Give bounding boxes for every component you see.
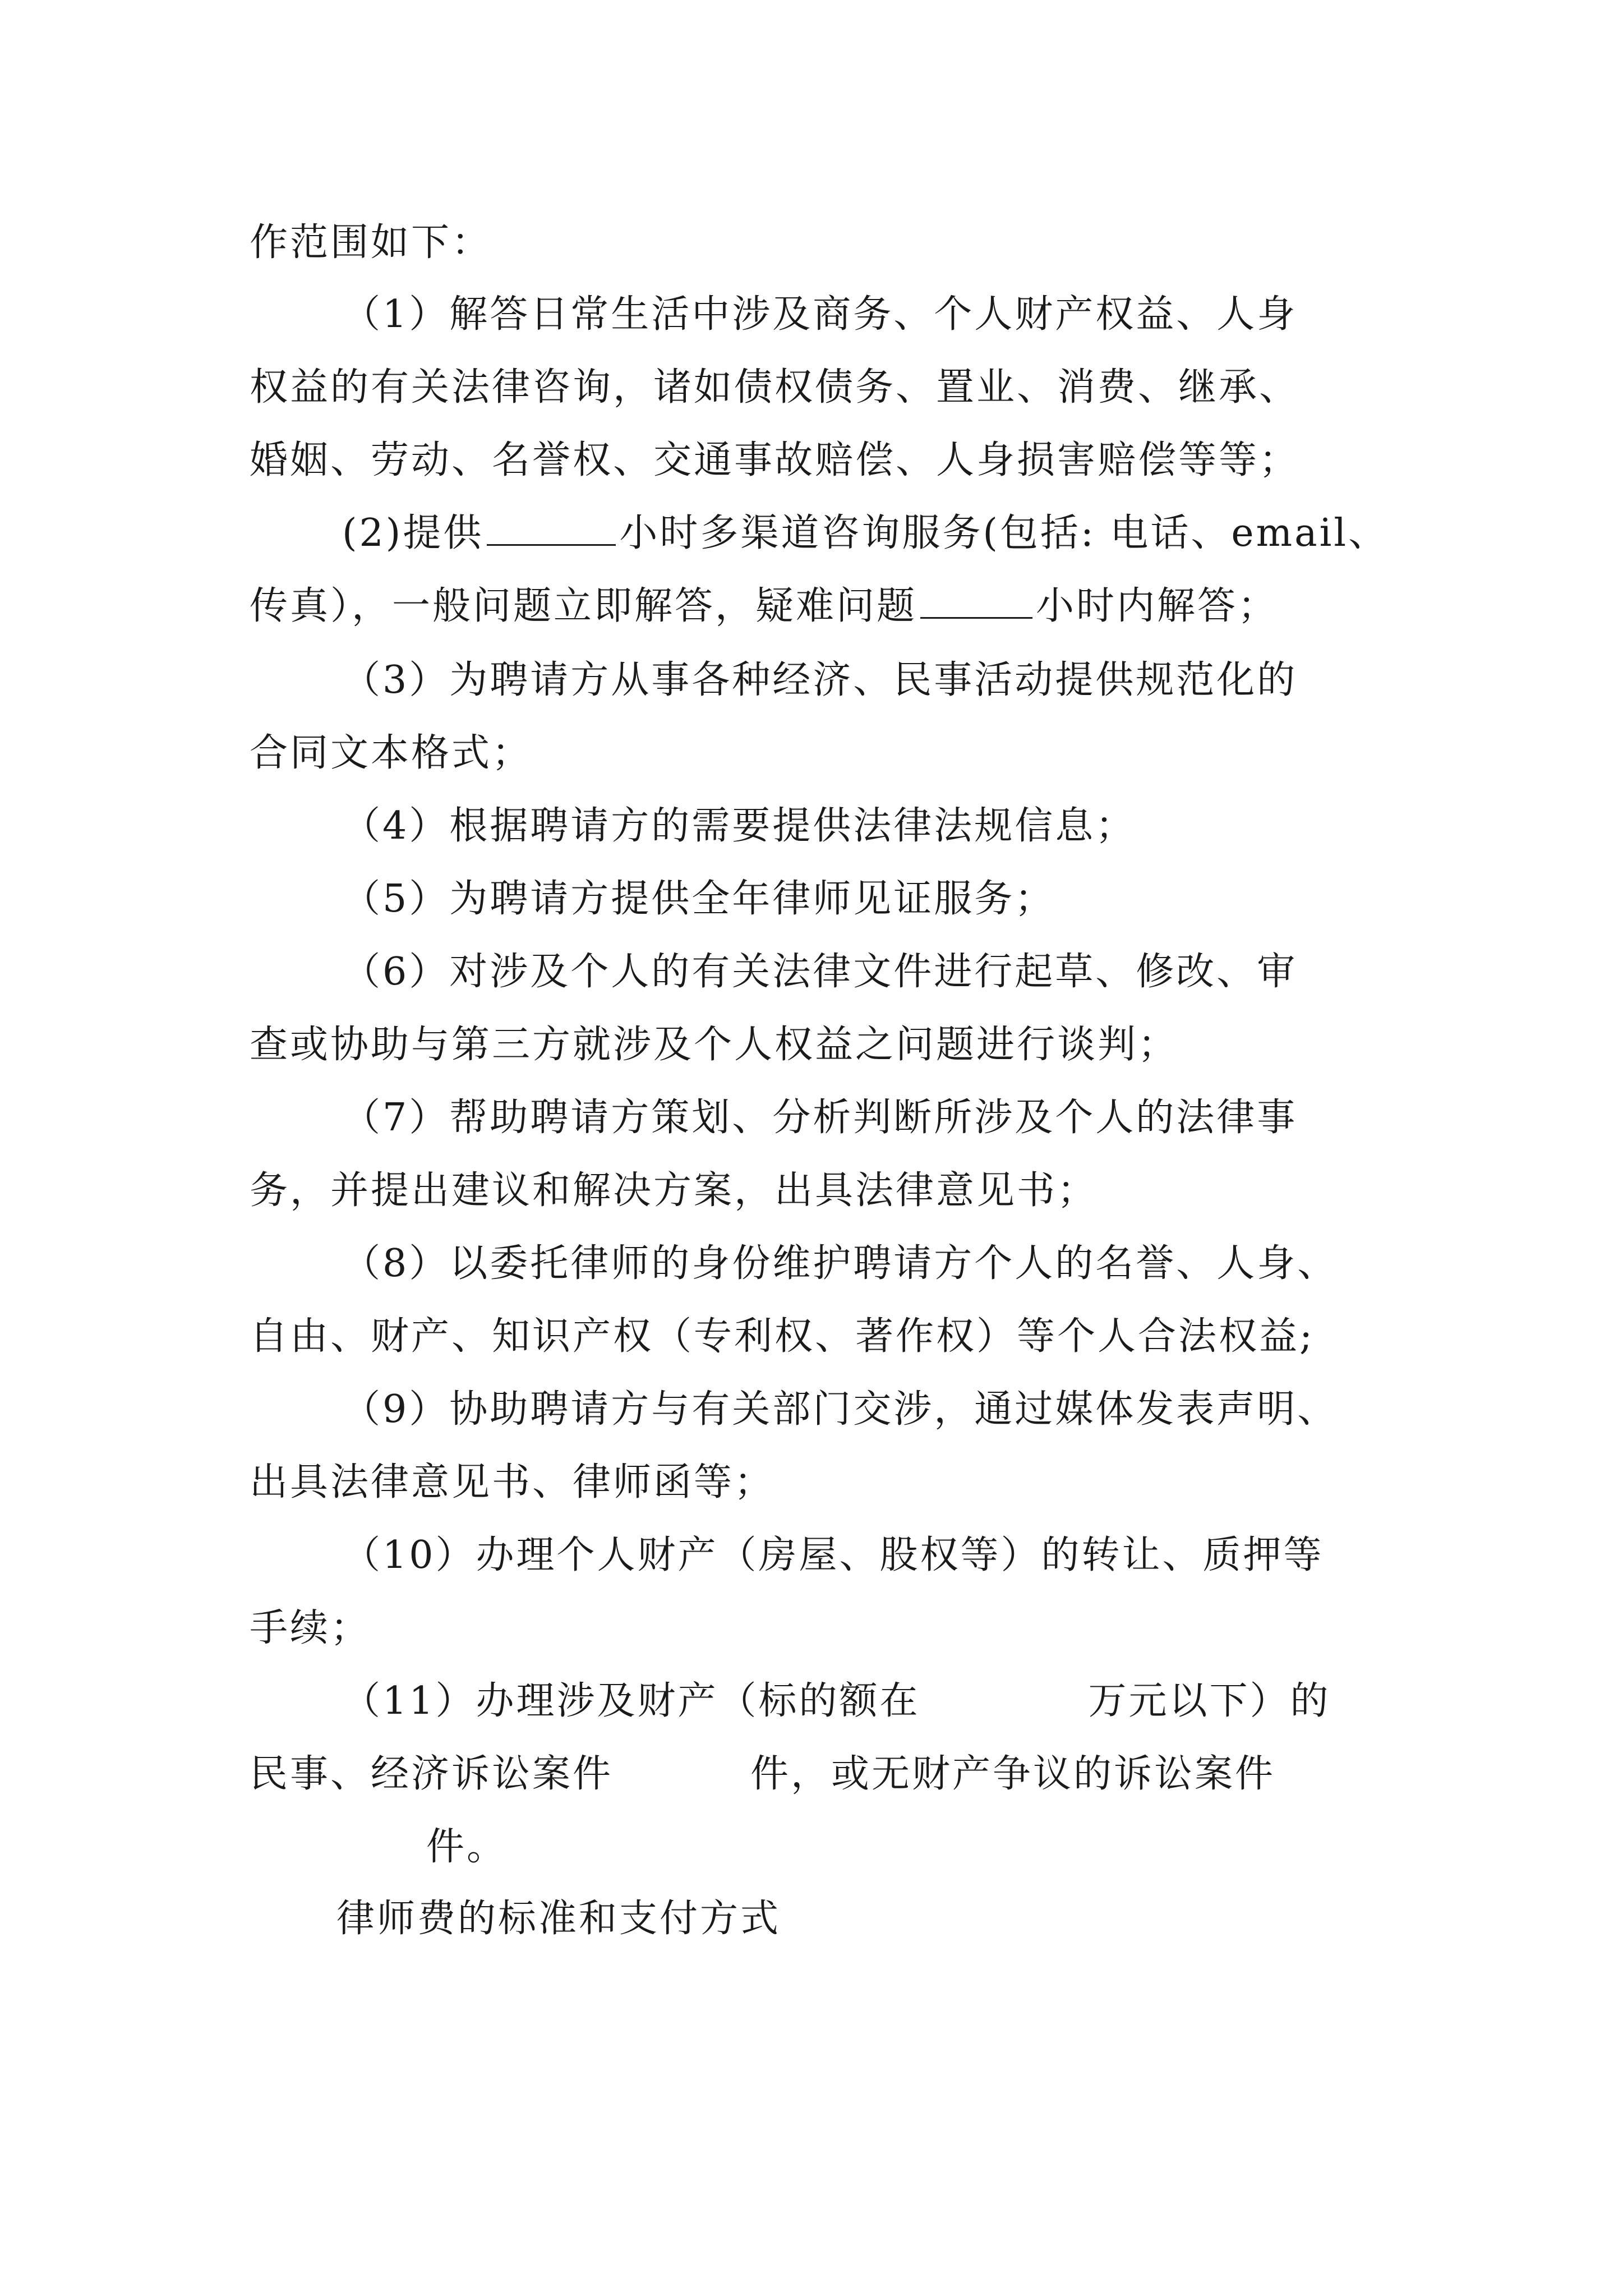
- item2-end: 小时内解答；: [1036, 584, 1279, 628]
- text-line: （7）帮助聘请方策划、分析判断所涉及个人的法律事: [342, 1096, 1298, 1140]
- text-line: 件。: [426, 1825, 508, 1869]
- text-line: [250, 1751, 1275, 1797]
- text-line: 作范围如下：: [250, 220, 492, 265]
- text-line: [250, 583, 1278, 629]
- text-line: （3）为聘请方从事各种经济、民事活动提供规范化的: [342, 658, 1298, 702]
- text-line: 务，并提出建议和解决方案，出具法律意见书；: [250, 1168, 1098, 1213]
- text-line: 手续；: [250, 1606, 371, 1650]
- text-line: 权益的有关法律咨询，诸如债权债务、置业、消费、继承、: [250, 365, 1300, 409]
- hours-blank: [920, 586, 1032, 619]
- item2-cont: 传真），一般问题立即解答，疑难问题: [250, 584, 917, 628]
- text-line: （10）办理个人财产（房屋、股权等）的转让、质押等: [342, 1533, 1324, 1577]
- item2-prefix: (2)提供: [342, 511, 484, 555]
- text-line: （1）解答日常生活中涉及商务、个人财产权益、人身: [342, 292, 1298, 337]
- item2-middle: 小时多渠道咨询服务(包括: 电话、email、: [619, 511, 1389, 555]
- text-line: （6）对涉及个人的有关法律文件进行起草、修改、审: [342, 950, 1298, 994]
- item11-prefix: （11）办理涉及财产（标的额在: [342, 1679, 920, 1723]
- text-line: （5）为聘请方提供全年律师见证服务；: [342, 877, 1055, 921]
- item11-end: 件，或无财产争议的诉讼案件: [750, 1752, 1276, 1796]
- text-line: 婚姻、劳动、名誉权、交通事故赔偿、人身损害赔偿等等；: [250, 438, 1300, 482]
- hours-blank: [487, 513, 616, 546]
- text-line: （8）以委托律师的身份维护聘请方个人的名誉、人身、: [342, 1241, 1338, 1286]
- text-line: 出具法律意见书、律师函等；: [250, 1460, 775, 1504]
- text-line: 查或协助与第三方就涉及个人权益之问题进行谈判；: [250, 1023, 1179, 1067]
- text-line: （4）根据聘请方的需要提供法律法规信息；: [342, 804, 1136, 848]
- section-heading: 律师费的标准和支付方式: [336, 1897, 781, 1941]
- text-line: [342, 1678, 1331, 1724]
- text-line: [342, 510, 1389, 556]
- text-line: 自由、财产、知识产权（专利权、著作权）等个人合法权益;: [250, 1314, 1315, 1359]
- item11-middle: 万元以下）的: [1088, 1679, 1331, 1723]
- item11-cont: 民事、经济诉讼案件: [250, 1752, 614, 1796]
- text-line: 合同文本格式；: [250, 731, 533, 775]
- text-line: （9）协助聘请方与有关部门交涉，通过媒体发表声明、: [342, 1387, 1338, 1432]
